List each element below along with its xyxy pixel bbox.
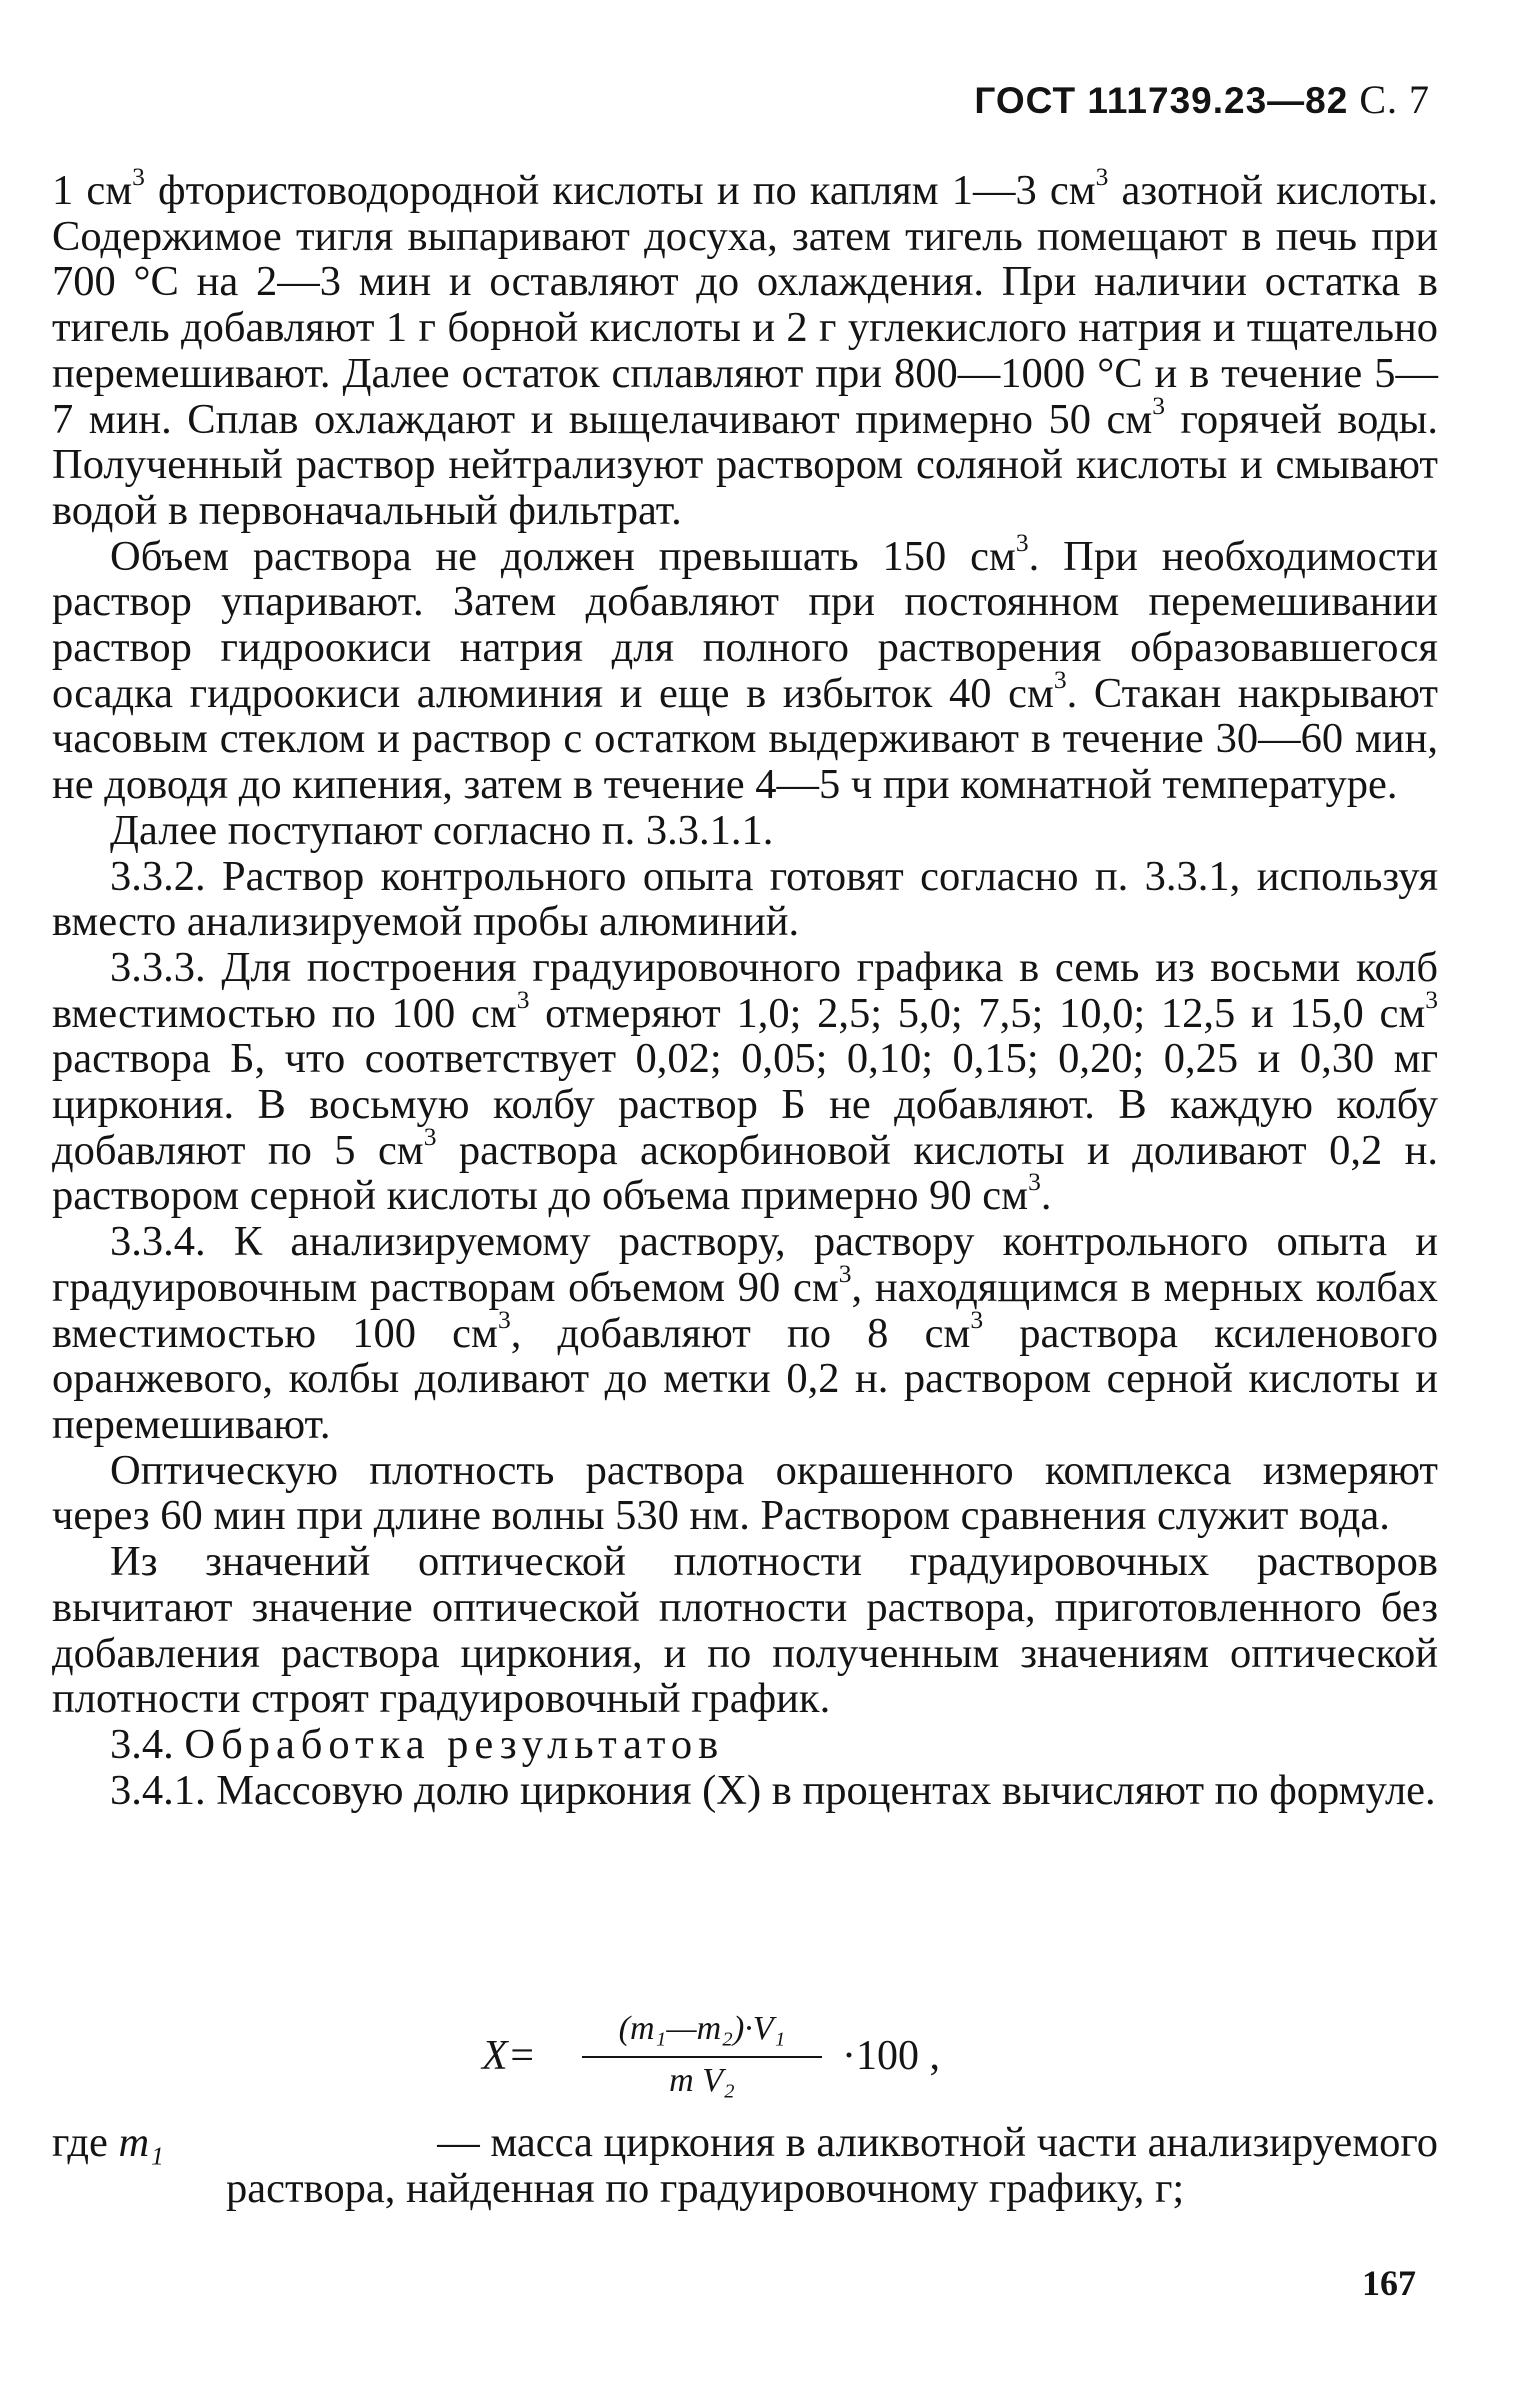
superscript-3: 3 xyxy=(516,984,530,1014)
paragraph: Далее поступают согласно п. 3.3.1.1. xyxy=(110,806,774,854)
superscript-3: 3 xyxy=(1028,1167,1041,1197)
superscript-3: 3 xyxy=(970,1304,984,1334)
paragraph: 3.3.3. Для построения градуировочного графика в семь из восьми колб вместимостью по 100 $см^3$ отмеряют 1,0; 2,5; 5,0; 7,5; 10,0; 12,5 и 15,0 $см^3$ раствора Б, что соответствует 0,02; 0,05; 0,10; 0,15; 0,20; 0,25 и 0,30 мг циркония. В восьмую колбу раствор Б не добавляют. В каждую колбу добавляют по 5 $см^3$ раствора аскорбиновой кислоты и доливают 0,2 н. раствором серной кислоты до объема примерно 90 $см^3$. xyxy=(52,943,1439,1220)
section-number: 3.4. xyxy=(110,1720,174,1768)
page-reference: С. 7 xyxy=(1359,77,1430,122)
document-page xyxy=(52,0,1438,2390)
definition-continuation: раствора, найденная по градуировочному графику, г; xyxy=(226,2165,1185,2212)
paragraph: 1 $см^3$ фтористоводородной кислоты и по каплям 1—3 $см^3$ азотной кислоты. Содержимое тигля выпаривают досуха, затем тигель помещают в печь при 700 °С на 2—3 мин и оставляют до охлаждения. При наличии остатка в тигель добавляют 1 г борной кислоты и 2 г углекислого натрия и тщательно перемешивают. Далее остаток сплавляют при 800—1000 °С и в течение 5—7 мин. Сплав охлаждают и выщелачивают примерно 50 $см^3$ горячей воды. Полученный раствор нейтрализуют раствором соляной кислоты и смывают водой в первоначальный фильтрат. xyxy=(52,161,1438,534)
formula-intro: 3.4.1. Массовую долю циркония (X) в процентах вычисляют по формуле. xyxy=(110,1766,1436,1814)
variable-definition xyxy=(52,2120,1438,2212)
paragraph: 3.3.4. К анализируемому раствору, раствору контрольного опыта и градуировочным растворам объемом 90 $см^3$, находящимся в мерных колбах вместимостью 100 $см^3$, добавляют по 8 $см^3$ раствора ксиленового оранжевого, колбы доливают до метки 0,2 н. раствором серной кислоты и перемешивают. xyxy=(52,1218,1439,1448)
paragraph: Объем раствора не должен превышать 150 $см^3$. При необходимости раствор упаривают. Затем добавляют при постоянном перемешивании раствор гидроокиси натрия для полного растворения образовавшегося осадка гидроокиси алюминия и еще в избыток 40 $см^3$. Стакан накрывают часовым стеклом и раствор с остатком выдерживают в течение 30—60 мин, не доводя до кипения, затем в течение 4—5 ч при комнатной температуре. xyxy=(52,527,1438,809)
body-text xyxy=(52,161,1439,1814)
formula-rhs: ·100 , xyxy=(842,2033,940,2079)
definition-line xyxy=(52,2120,1438,2166)
superscript-3: 3 xyxy=(1095,161,1109,191)
standard-number: ГОСТ 111739.23—82 xyxy=(974,80,1349,121)
superscript-3: 3 xyxy=(838,1258,852,1288)
formula xyxy=(482,2010,1042,2110)
formula-denominator: m V₂ xyxy=(669,2062,735,2099)
formula-numerator: (m₁—m₂)·V₁ xyxy=(618,2010,786,2047)
definition-lead xyxy=(52,2120,164,2166)
section-title: Обработка результатов xyxy=(184,1720,725,1768)
superscript-3: 3 xyxy=(1152,390,1165,420)
superscript-3: 3 xyxy=(1425,984,1438,1014)
paragraph: 3.3.2. Раствор контрольного опыта готовят согласно п. 3.3.1, используя вместо анализируемой пробы алюминий. xyxy=(52,852,1438,946)
superscript-3: 3 xyxy=(1053,664,1067,694)
formula-fraction xyxy=(582,2010,822,2100)
superscript-3: 3 xyxy=(497,1304,511,1334)
fraction-bar xyxy=(582,2056,822,2058)
paragraph: Оптическую плотность раствора окрашенного комплекса измеряют через 60 мин при длине волны 530 нм. Раствором сравнения служит вода. xyxy=(52,1446,1438,1540)
section-heading xyxy=(52,1722,1438,1768)
formula-lhs: X= xyxy=(482,2033,536,2079)
page-number: 167 xyxy=(1362,2263,1416,2303)
paragraph: Из значений оптической плотности градуировочных растворов вычитают значение оптической плотности раствора, приготовленного без добавления раствора циркония, и по полученным значениям оптической плотности строят градуировочный график. xyxy=(52,1538,1438,1723)
page-header xyxy=(974,76,1430,123)
superscript-3: 3 xyxy=(1015,527,1029,557)
definition-text: — масса циркония в аликвотной части анализируемого xyxy=(437,2119,1438,2166)
where-prefix: где xyxy=(52,2119,108,2166)
variable-symbol: m₁ xyxy=(118,2119,164,2166)
superscript-3: 3 xyxy=(132,161,145,191)
superscript-3: 3 xyxy=(423,1121,437,1151)
